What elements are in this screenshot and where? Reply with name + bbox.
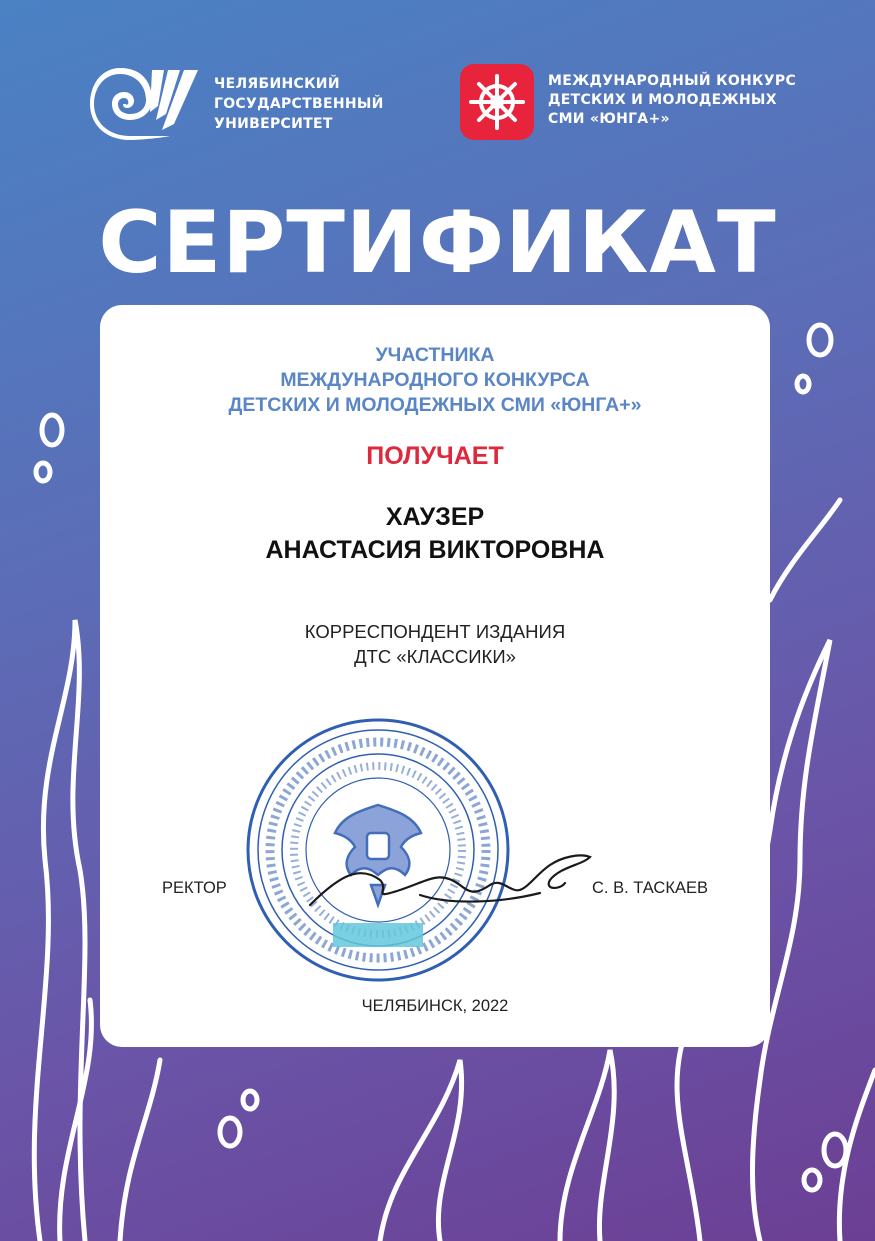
subtitle-line: УЧАСТНИКА: [375, 344, 495, 366]
recipient-surname: ХАУЗЕР: [385, 503, 485, 531]
contest-name-line: МЕЖДУНАРОДНЫЙ КОНКУРС: [548, 73, 797, 89]
university-name-line: УНИВЕРСИТЕТ: [214, 116, 333, 132]
certificate-card: [100, 305, 770, 1047]
subtitle-line: МЕЖДУНАРОДНОГО КОНКУРСА: [280, 369, 590, 391]
recipient-name: [100, 501, 770, 567]
certificate-title: СЕРТИФИКАТ: [98, 193, 777, 293]
position-line: КОРРЕСПОНДЕНТ ИЗДАНИЯ: [304, 621, 566, 642]
subtitle-line: ДЕТСКИХ И МОЛОДЕЖНЫХ СМИ «ЮНГА+»: [228, 394, 642, 416]
recipient-position: [100, 619, 770, 669]
rector-signature: [300, 835, 600, 925]
receives-label: ПОЛУЧАЕТ: [366, 442, 504, 470]
university-name-line: ЧЕЛЯБИНСКИЙ: [214, 76, 340, 92]
university-logo: [90, 66, 390, 140]
recipient-given-names: АНАСТАСИЯ ВИКТОРОВНА: [265, 536, 605, 564]
university-name: [214, 74, 384, 134]
university-name-line: ГОСУДАРСТВЕННЫЙ: [214, 96, 384, 112]
contest-name-line: СМИ «ЮНГА+»: [548, 111, 670, 127]
rector-label: РЕКТОР: [162, 879, 227, 897]
ship-wheel-icon: [460, 64, 534, 140]
contest-logo-badge: [460, 64, 534, 140]
signer-name: С. В. ТАСКАЕВ: [592, 879, 708, 897]
position-line: ДТС «КЛАССИКИ»: [354, 646, 516, 667]
city-year: ЧЕЛЯБИНСК, 2022: [361, 997, 509, 1015]
contest-logo: [460, 62, 840, 142]
participant-subtitle: [100, 343, 770, 418]
contest-name: [548, 72, 796, 129]
shell-icon: [90, 66, 202, 140]
contest-name-line: ДЕТСКИХ И МОЛОДЕЖНЫХ: [548, 92, 777, 108]
